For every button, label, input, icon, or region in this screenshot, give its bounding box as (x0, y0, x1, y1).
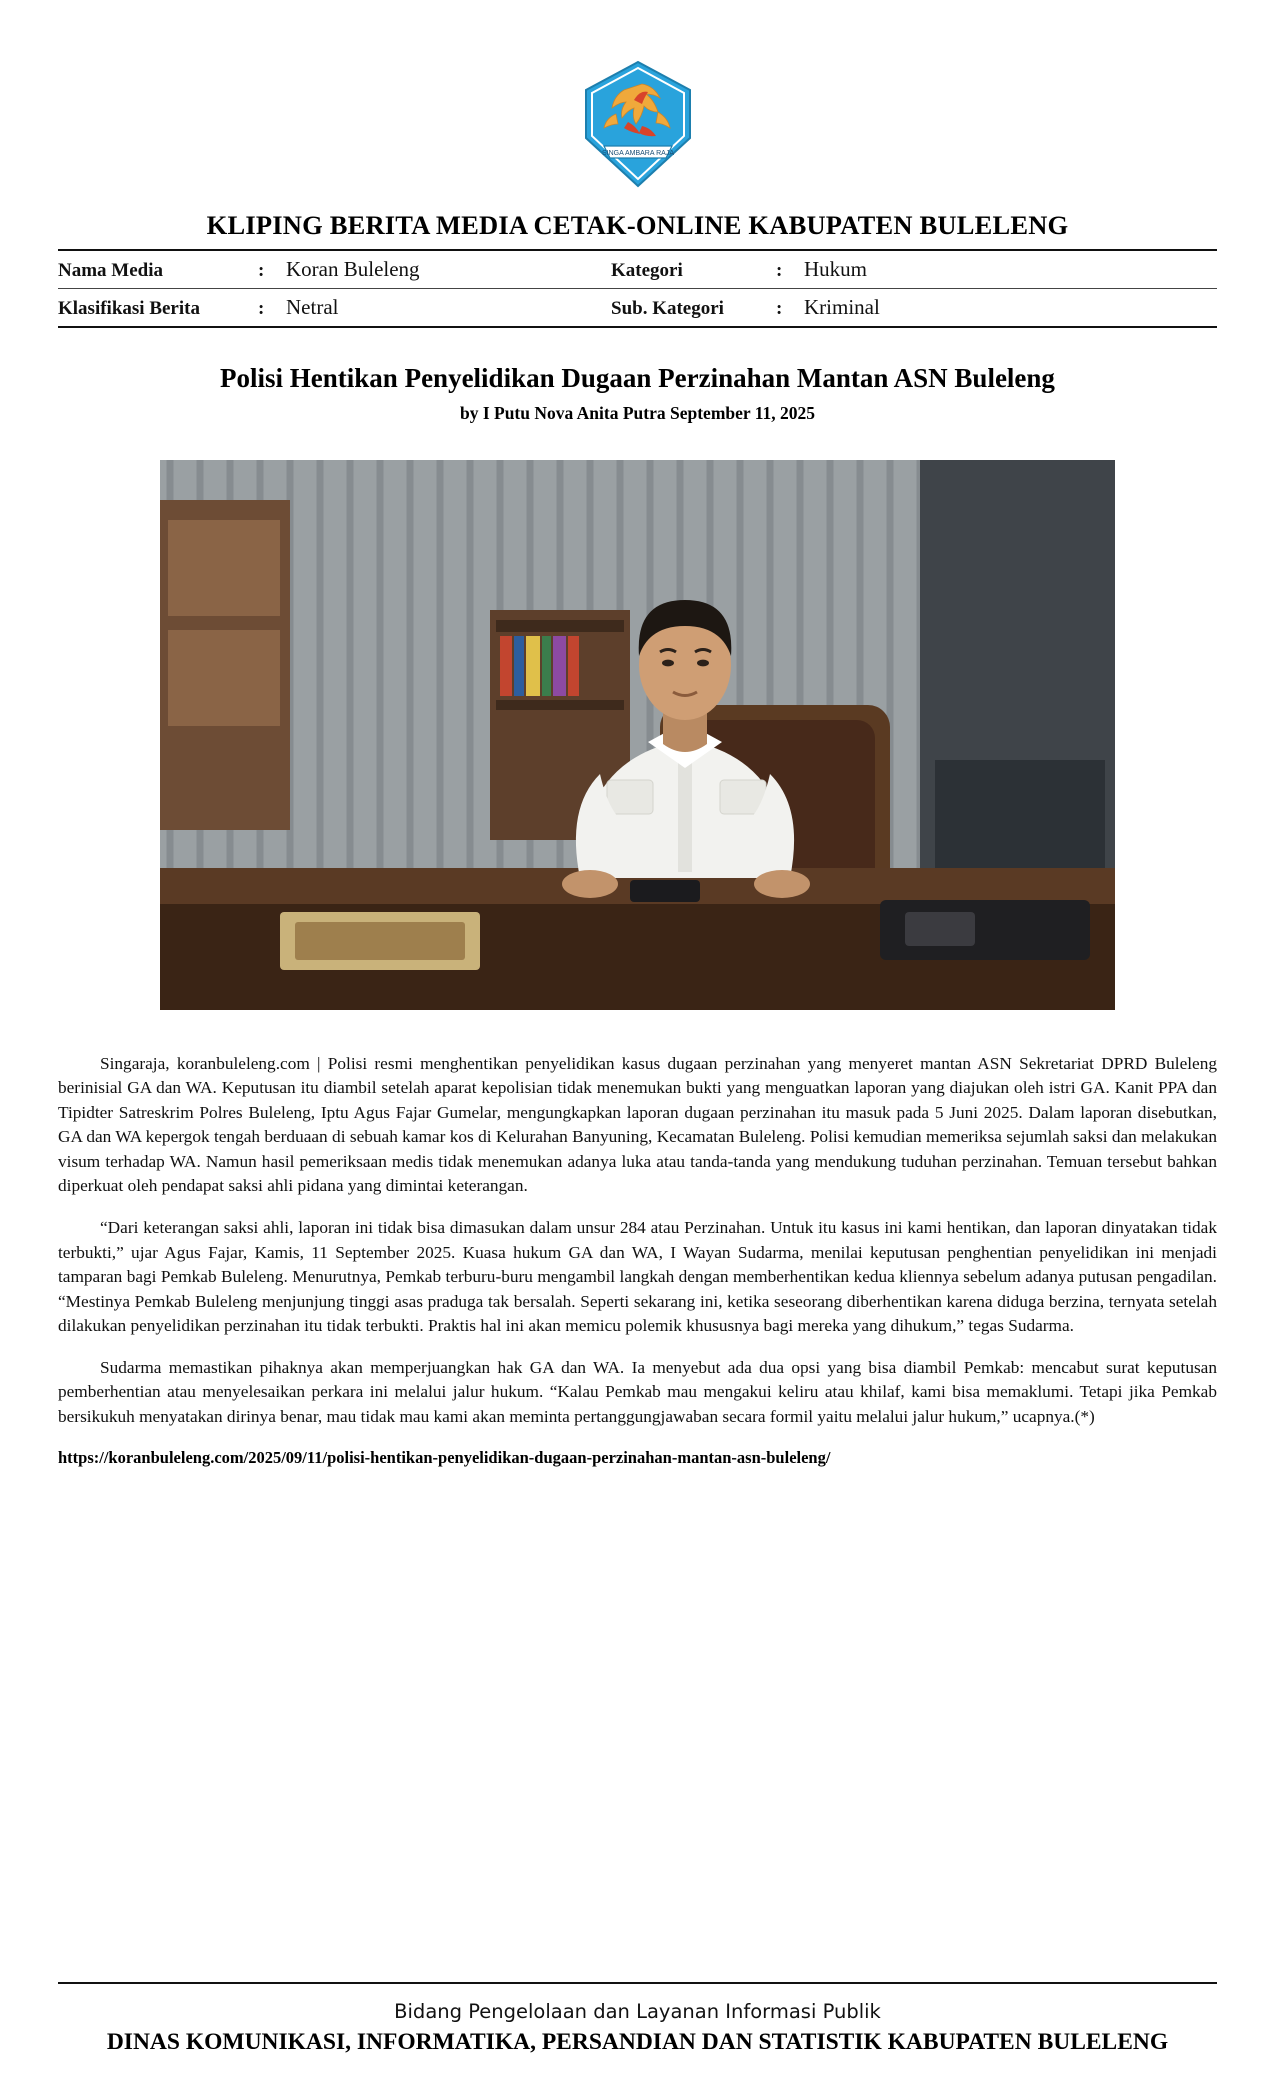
footer-department-name: DINAS KOMUNIKASI, INFORMATIKA, PERSANDIAN DAN STATISTIK KABUPATEN BULELENG (106, 2029, 1169, 2055)
article-photo-container (58, 460, 1217, 1010)
table-row (58, 251, 1217, 288)
article-source-url[interactable]: https://koranbuleleng.com/2025/09/11/polisi-hentikan-penyelidikan-dugaan-perzinahan-mantan-asn-buleleng/ (58, 1448, 831, 1468)
table-row (58, 289, 1217, 326)
article-headline: Polisi Hentikan Penyelidikan Dugaan Perzinahan Mantan ASN Buleleng (220, 363, 1055, 393)
article-paragraph-2: “Dari keterangan saksi ahli, laporan ini tidak bisa dimasukan dalam unsur 284 atau Perzinahan. Untuk itu kasus ini kami hentikan, dan laporan dinyatakan tidak terbukti,” ujar Agus Fajar, Kamis, 11 September 2025. Kuasa hukum GA dan WA, I Wayan Sudarma, menilai keputusan penghentian penyelidikan ini menjadi tamparan bagi Pemkab Buleleng. Menurutnya, Pemkab terburu-buru mengambil langkah dengan memberhentikan kedua kliennya sebelum adanya putusan pengadilan. “Mestinya Pemkab Buleleng menjunjung tinggi asas praduga tak bersalah. Seperti sekarang ini, ketika seseorang diberhentikan karena diduga berzina, ternyata setelah dilakukan penyelidikan perzinahan itu tidak terbukti. Praktis hal ini akan memicu polemik khususnya bagi mereka yang dihukum,” tegas Sudarma. (58, 1218, 1217, 1336)
article-paragraph-1: Singaraja, koranbuleleng.com | Polisi resmi menghentikan penyelidikan kasus dugaan perzinahan yang menyeret mantan ASN Sekretariat DPRD Buleleng berinisial GA dan WA. Keputusan itu diambil setelah aparat kepolisian tidak menemukan bukti yang menguatkan laporan yang diajukan oleh istri GA. Kanit PPA dan Tipidter Satreskrim Polres Buleleng, Iptu Agus Fajar Gumelar, mengungkapkan laporan dugaan perzinahan itu masuk pada 5 Juni 2025. Dalam laporan disebutkan, GA dan WA kepergok tengah berduaan di sebuah kamar kos di Kelurahan Banyuning, Kecamatan Buleleng. Polisi kemudian memeriksa sejumlah saksi dan melakukan visum terhadap WA. Namun hasil pemeriksaan medis tidak menemukan adanya luka atau tanda-tanda yang mendukung tuduhan perzinahan. Temuan tersebut bahkan diperkuat oleh pendapat saksi ahli pidana yang dimintai keterangan. (58, 1053, 1217, 1196)
colon-2: : (776, 260, 783, 281)
value-nama-media: Koran Buleleng (286, 257, 420, 281)
logo-motto-text: SINGA AMBARA RAJA (601, 150, 674, 157)
value-klasifikasi-berita: Netral (286, 295, 339, 319)
label-nama-media: Nama Media (58, 260, 164, 281)
metadata-table (58, 251, 1217, 326)
metadata-bottom-divider (58, 326, 1217, 328)
value-kategori: Hukum (804, 257, 867, 281)
article-paragraph-3: Sudarma memastikan pihaknya akan memperjuangkan hak GA dan WA. Ia menyebut ada dua opsi yang bisa diambil Pemkab: mencabut surat keputusan pemberhentian atau menyelesaikan perkara ini melalui jalur hukum. “Kalau Pemkab mau mengakui keliru atau khilaf, kami bisa memaklumi. Tetapi jika Pemkab bersikukuh menyatakan dirinya benar, mau tidak mau kami akan meminta pertanggungjawaban secara formil yaitu melalui jalur hukum,” ucapnya.(*) (58, 1357, 1217, 1426)
page-title: KLIPING BERITA MEDIA CETAK-ONLINE KABUPATEN BULELENG (206, 210, 1069, 240)
logo-container (58, 0, 1217, 188)
label-kategori: Kategori (611, 260, 683, 281)
value-sub-kategori: Kriminal (804, 295, 880, 319)
page-footer (58, 1982, 1217, 2056)
label-sub-kategori: Sub. Kategori (611, 298, 724, 319)
article-photo (160, 460, 1115, 1010)
article-byline: by I Putu Nova Anita Putra September 11, 2025 (459, 402, 816, 423)
colon-1: : (258, 260, 265, 281)
footer-department-bidang: Bidang Pengelolaan dan Layanan Informasi Publik (394, 2000, 881, 2023)
label-klasifikasi-berita: Klasifikasi Berita (58, 298, 200, 319)
article-body (58, 1052, 1217, 1470)
buleleng-crest-icon (580, 60, 696, 188)
colon-3: : (258, 298, 265, 319)
colon-4: : (776, 298, 783, 319)
footer-divider (58, 1982, 1217, 1984)
